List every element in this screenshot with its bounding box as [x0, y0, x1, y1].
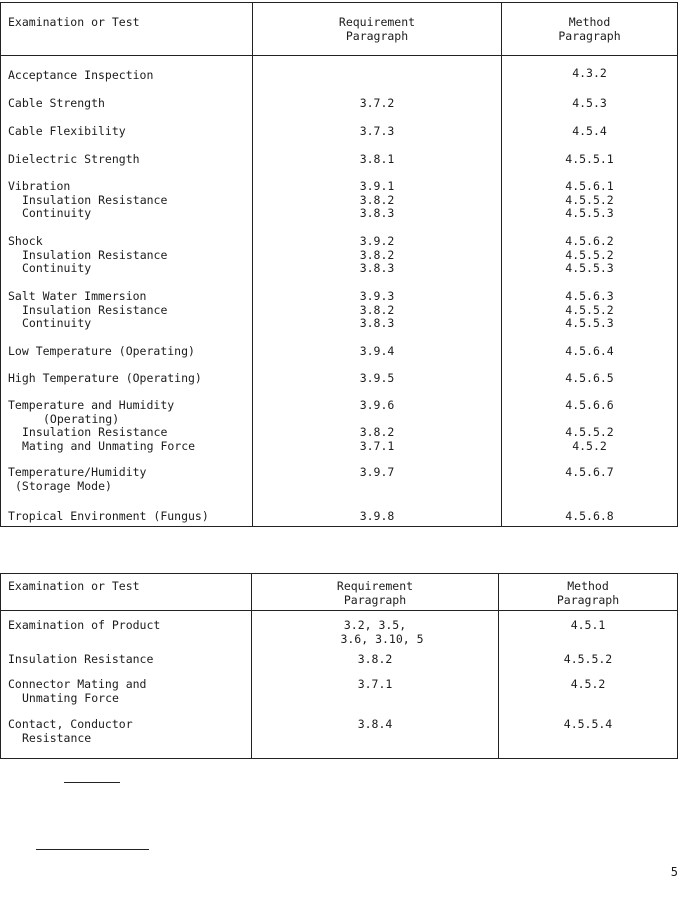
table-row-group-salt-water	[1, 290, 678, 345]
requirement-paragraph: 3.7.1	[252, 678, 499, 718]
sub-test-name: Insulation Resistance	[22, 192, 168, 207]
sub-test-name: Continuity	[22, 316, 92, 331]
requirement-paragraph: 3.9.1	[359, 179, 395, 193]
test-name-continuation: (Storage Mode)	[15, 478, 112, 493]
test-name: Temperature and Humidity	[8, 398, 175, 412]
requirement-paragraph: 3.9.2	[359, 234, 395, 248]
method-paragraph: 4.5.5.1	[502, 153, 678, 180]
requirement-paragraph: 3.2, 3.5,	[343, 618, 407, 632]
requirement-paragraph: 3.8.1	[253, 153, 502, 180]
test-name: Vibration	[8, 179, 71, 193]
redacted-underline	[36, 849, 149, 850]
table-row-group-shock	[1, 235, 678, 290]
method-paragraph: 4.5.6.5	[502, 372, 678, 399]
table-row-group-temp-humidity	[1, 399, 678, 466]
header-requirement-paragraph	[253, 3, 502, 56]
header-requirement-paragraph	[252, 574, 499, 611]
table-row	[1, 507, 678, 527]
page-number: 5	[670, 865, 678, 879]
requirement-paragraph: 3.9.6	[359, 398, 395, 412]
sub-test-name: Insulation Resistance	[22, 247, 168, 262]
test-name: Dielectric Strength	[1, 153, 253, 180]
test-name: Cable Strength	[1, 97, 253, 125]
requirement-paragraph: 3.8.4	[252, 718, 499, 759]
method-paragraph: 4.5.5.3	[565, 206, 614, 221]
test-name-continuation: Unmating Force	[22, 690, 119, 705]
method-paragraph: 4.5.5.3	[565, 261, 614, 276]
test-group	[1, 399, 253, 466]
method-paragraph: 4.5.4	[502, 125, 678, 153]
table-row-group-storage	[1, 466, 678, 507]
requirement-paragraph: 3.8.2	[359, 192, 395, 207]
header-method-text: Method Paragraph	[556, 579, 620, 607]
requirement-paragraph: 3.8.2	[359, 247, 395, 262]
method-paragraph: 4.5.5.2	[565, 302, 614, 317]
requirement-group	[253, 180, 502, 235]
test-name: Temperature/Humidity	[8, 465, 147, 479]
table-row	[1, 345, 678, 372]
requirement-group	[253, 290, 502, 345]
header-method-paragraph	[502, 3, 678, 56]
method-paragraph: 4.5.6.7	[502, 466, 678, 507]
requirement-paragraph: 3.9.8	[253, 507, 502, 527]
requirement-paragraph: 3.8.2	[252, 653, 499, 678]
method-paragraph: 4.5.2	[499, 678, 678, 718]
requirement-paragraph: 3.9.7	[253, 466, 502, 507]
requirement-paragraph	[253, 56, 502, 98]
requirement-paragraph: 3.7.1	[359, 438, 395, 453]
method-paragraph: 4.5.6.4	[502, 345, 678, 372]
requirement-paragraph: 3.8.2	[359, 302, 395, 317]
test-name: Salt Water Immersion	[8, 289, 147, 303]
header-requirement-text: Requirement Paragraph	[338, 15, 416, 43]
method-group	[502, 290, 678, 345]
requirement-paragraph: 3.6, 3.10, 5	[340, 631, 424, 646]
method-group	[502, 180, 678, 235]
requirement-paragraph: 3.8.3	[359, 261, 395, 276]
method-paragraph: 4.5.1	[499, 611, 678, 654]
method-paragraph: 4.5.3	[502, 97, 678, 125]
requirement-paragraph: 3.8.3	[359, 316, 395, 331]
table-row	[1, 125, 678, 153]
test-group	[1, 235, 253, 290]
test-name: Shock	[8, 234, 43, 248]
table-row	[1, 97, 678, 125]
test-name: Cable Flexibility	[1, 125, 253, 153]
method-group	[502, 235, 678, 290]
inspection-table-1	[0, 2, 678, 527]
test-name: Insulation Resistance	[1, 653, 252, 678]
sub-test-name: Continuity	[22, 206, 92, 221]
requirement-paragraph: 3.8.2	[359, 425, 395, 440]
method-paragraph: 4.5.5.3	[565, 316, 614, 331]
method-paragraph: 4.5.6.8	[502, 507, 678, 527]
method-paragraph: 4.5.6.1	[565, 179, 614, 193]
test-name: Connector Mating and	[8, 677, 147, 691]
requirement-paragraph: 3.9.5	[253, 372, 502, 399]
method-paragraph: 4.5.5.4	[499, 718, 678, 759]
method-paragraph: 4.5.5.2	[499, 653, 678, 678]
method-paragraph: 4.5.2	[572, 438, 607, 453]
requirement-paragraph: 3.8.3	[359, 206, 395, 221]
test-name: Low Temperature (Operating)	[1, 345, 253, 372]
requirement-group	[253, 399, 502, 466]
sub-test-name: Continuity	[22, 261, 92, 276]
requirement-paragraph: 3.9.4	[253, 345, 502, 372]
header-requirement-text: Requirement Paragraph	[336, 579, 414, 607]
requirement-group	[253, 235, 502, 290]
test-group	[1, 290, 253, 345]
header-method-paragraph	[499, 574, 678, 611]
header-method-text: Method Paragraph	[558, 15, 621, 43]
method-group	[502, 399, 678, 466]
test-group	[1, 180, 253, 235]
test-name: Acceptance Inspection	[1, 56, 253, 98]
test-name: Tropical Environment (Fungus)	[1, 507, 253, 527]
test-group	[1, 466, 253, 507]
method-paragraph: 4.5.6.2	[565, 234, 614, 248]
method-paragraph: 4.5.5.2	[565, 247, 614, 262]
test-name-continuation: Resistance	[22, 730, 92, 745]
sub-test-name: Mating and Unmating Force	[22, 438, 196, 453]
sub-test-name: Insulation Resistance	[22, 302, 168, 317]
table-row	[1, 653, 678, 678]
redacted-underline	[64, 782, 120, 783]
requirement-paragraph: 3.7.2	[253, 97, 502, 125]
method-paragraph: 4.5.5.2	[565, 192, 614, 207]
table-row	[1, 153, 678, 180]
table-header-row	[1, 574, 678, 611]
table-row	[1, 372, 678, 399]
table-row	[1, 56, 678, 98]
test-name: Examination of Product	[1, 611, 252, 654]
header-examination-or-test: Examination or Test	[1, 574, 252, 611]
table-row	[1, 678, 678, 718]
method-paragraph: 4.5.6.6	[565, 398, 614, 412]
table-row	[1, 718, 678, 759]
test-group	[1, 678, 252, 718]
requirement-paragraph: 3.9.3	[359, 289, 395, 303]
test-name: High Temperature (Operating)	[1, 372, 253, 399]
method-paragraph: 4.5.5.2	[565, 425, 614, 440]
method-paragraph: 4.3.2	[502, 56, 678, 98]
header-examination-or-test: Examination or Test	[1, 3, 253, 56]
test-name-continuation: (Operating)	[43, 411, 120, 426]
inspection-table-2	[0, 573, 678, 759]
requirement-group	[252, 611, 499, 654]
test-name: Contact, Conductor	[8, 717, 133, 731]
requirement-paragraph: 3.7.3	[253, 125, 502, 153]
test-group	[1, 718, 252, 759]
method-paragraph: 4.5.6.3	[565, 289, 614, 303]
table-row-group-vibration	[1, 180, 678, 235]
table-row	[1, 611, 678, 654]
table-header-row	[1, 3, 678, 56]
sub-test-name: Insulation Resistance	[22, 425, 168, 440]
